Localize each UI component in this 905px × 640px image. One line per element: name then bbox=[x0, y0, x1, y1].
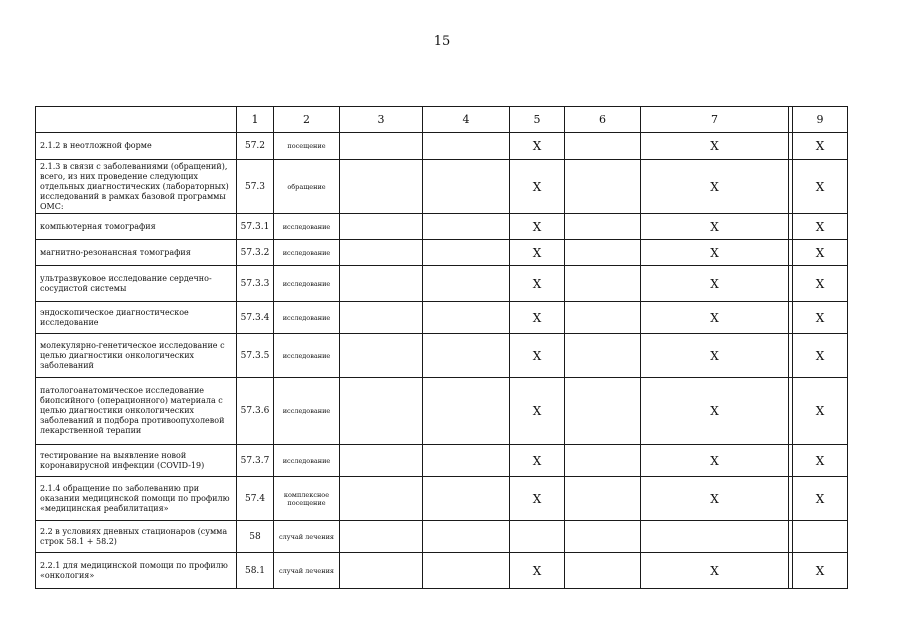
table-row bbox=[36, 133, 848, 160]
row-cell-col5: X bbox=[510, 214, 565, 240]
row-cell-col6 bbox=[565, 133, 641, 160]
row-cell-col3 bbox=[340, 521, 423, 553]
header-cell bbox=[36, 107, 237, 133]
row-cell-col3 bbox=[340, 378, 423, 445]
row-cell-col5: X bbox=[510, 240, 565, 266]
row-unit: исследование bbox=[274, 302, 340, 334]
row-cell-col3 bbox=[340, 214, 423, 240]
table-row bbox=[36, 266, 848, 302]
row-code: 57.3.2 bbox=[237, 240, 274, 266]
row-cell-col6 bbox=[565, 477, 641, 521]
header-cell: 5 bbox=[510, 107, 565, 133]
row-cell-col9: X bbox=[793, 553, 848, 589]
row-cell-col7: X bbox=[641, 477, 789, 521]
row-cell-col9: X bbox=[793, 160, 848, 214]
row-cell-col6 bbox=[565, 214, 641, 240]
row-cell-col7: X bbox=[641, 133, 789, 160]
row-cell-col9: X bbox=[793, 378, 848, 445]
row-unit: обращение bbox=[274, 160, 340, 214]
row-code: 57.3.6 bbox=[237, 378, 274, 445]
row-code: 57.4 bbox=[237, 477, 274, 521]
table-row bbox=[36, 214, 848, 240]
row-cell-col3 bbox=[340, 302, 423, 334]
header-cell: 7 bbox=[641, 107, 789, 133]
row-label: 2.1.2 в неотложной форме bbox=[36, 133, 237, 160]
row-cell-col9: X bbox=[793, 302, 848, 334]
row-cell-col4 bbox=[423, 477, 510, 521]
row-unit: посещение bbox=[274, 133, 340, 160]
row-label: ультразвуковое исследование сердечно-сосудистой системы bbox=[36, 266, 237, 302]
header-cell: 6 bbox=[565, 107, 641, 133]
row-label: патологоанатомическое исследование биопсийного (операционного) материала с целью диагностики онкологических заболеваний и подбора противоопухолевой лекарственной терапии bbox=[36, 378, 237, 445]
row-cell-col3 bbox=[340, 445, 423, 477]
row-code: 57.3.4 bbox=[237, 302, 274, 334]
row-cell-col9: X bbox=[793, 477, 848, 521]
table-row bbox=[36, 302, 848, 334]
row-code: 57.3.1 bbox=[237, 214, 274, 240]
table-row bbox=[36, 378, 848, 445]
row-cell-col7: X bbox=[641, 445, 789, 477]
row-cell-col7: X bbox=[641, 302, 789, 334]
row-code: 57.3.7 bbox=[237, 445, 274, 477]
row-cell-col4 bbox=[423, 266, 510, 302]
row-cell-col9: X bbox=[793, 240, 848, 266]
row-cell-col9: X bbox=[793, 445, 848, 477]
row-cell-col7: X bbox=[641, 334, 789, 378]
header-cell: 1 bbox=[237, 107, 274, 133]
row-cell-col4 bbox=[423, 334, 510, 378]
row-cell-col4 bbox=[423, 214, 510, 240]
row-cell-col6 bbox=[565, 445, 641, 477]
row-label: 2.2 в условиях дневных стационаров (сумма строк 58.1 + 58.2) bbox=[36, 521, 237, 553]
row-unit: исследование bbox=[274, 266, 340, 302]
row-cell-col7: X bbox=[641, 240, 789, 266]
row-cell-col4 bbox=[423, 302, 510, 334]
row-cell-col3 bbox=[340, 553, 423, 589]
row-cell-col6 bbox=[565, 240, 641, 266]
row-cell-col3 bbox=[340, 160, 423, 214]
row-cell-col5: X bbox=[510, 266, 565, 302]
row-code: 57.3.3 bbox=[237, 266, 274, 302]
row-cell-col4 bbox=[423, 553, 510, 589]
row-unit: исследование bbox=[274, 445, 340, 477]
row-unit: случай лечения bbox=[274, 553, 340, 589]
row-label: 2.1.3 в связи с заболеваниями (обращений), всего, из них проведение следующих отдельных диагностических (лабораторных) исследований в рамках базовой программы ОМС: bbox=[36, 160, 237, 214]
row-cell-col4 bbox=[423, 160, 510, 214]
row-cell-col7: X bbox=[641, 214, 789, 240]
row-cell-col5: X bbox=[510, 477, 565, 521]
row-cell-col4 bbox=[423, 240, 510, 266]
table-row bbox=[36, 477, 848, 521]
table-row bbox=[36, 553, 848, 589]
row-cell-col7: X bbox=[641, 378, 789, 445]
row-cell-col4 bbox=[423, 521, 510, 553]
row-cell-col5: X bbox=[510, 334, 565, 378]
row-cell-col5: X bbox=[510, 378, 565, 445]
row-cell-col6 bbox=[565, 266, 641, 302]
row-code: 58.1 bbox=[237, 553, 274, 589]
row-cell-col9: X bbox=[793, 266, 848, 302]
row-cell-col6 bbox=[565, 378, 641, 445]
header-cell: 4 bbox=[423, 107, 510, 133]
header-row bbox=[36, 107, 848, 133]
row-cell-col5: X bbox=[510, 302, 565, 334]
row-cell-col9: X bbox=[793, 214, 848, 240]
row-cell-col3 bbox=[340, 266, 423, 302]
row-cell-col3 bbox=[340, 334, 423, 378]
data-table-container bbox=[35, 106, 848, 589]
row-code: 58 bbox=[237, 521, 274, 553]
row-unit: исследование bbox=[274, 378, 340, 445]
row-cell-col5: X bbox=[510, 160, 565, 214]
row-cell-col5: X bbox=[510, 445, 565, 477]
row-cell-col5: X bbox=[510, 133, 565, 160]
row-cell-col7: X bbox=[641, 553, 789, 589]
row-label: 2.2.1 для медицинской помощи по профилю «онкология» bbox=[36, 553, 237, 589]
row-cell-col7: X bbox=[641, 160, 789, 214]
row-cell-col7 bbox=[641, 521, 789, 553]
row-cell-col9 bbox=[793, 521, 848, 553]
row-cell-col9: X bbox=[793, 334, 848, 378]
table-row bbox=[36, 160, 848, 214]
row-label: эндоскопическое диагностическое исследование bbox=[36, 302, 237, 334]
table-row bbox=[36, 445, 848, 477]
row-cell-col6 bbox=[565, 160, 641, 214]
header-cell: 2 bbox=[274, 107, 340, 133]
header-cell: 9 bbox=[793, 107, 848, 133]
row-cell-col5: X bbox=[510, 553, 565, 589]
row-cell-col6 bbox=[565, 521, 641, 553]
row-unit: случай лечения bbox=[274, 521, 340, 553]
table-row bbox=[36, 521, 848, 553]
row-cell-col3 bbox=[340, 240, 423, 266]
row-cell-col4 bbox=[423, 445, 510, 477]
row-label: молекулярно-генетическое исследование с целью диагностики онкологических заболеваний bbox=[36, 334, 237, 378]
row-cell-col6 bbox=[565, 334, 641, 378]
row-unit: исследование bbox=[274, 214, 340, 240]
row-cell-col4 bbox=[423, 133, 510, 160]
row-unit: комплексное посещение bbox=[274, 477, 340, 521]
row-unit: исследование bbox=[274, 240, 340, 266]
data-table bbox=[35, 106, 848, 589]
row-cell-col7: X bbox=[641, 266, 789, 302]
row-unit: исследование bbox=[274, 334, 340, 378]
row-cell-col3 bbox=[340, 477, 423, 521]
table-row bbox=[36, 334, 848, 378]
page-number: 15 bbox=[433, 34, 451, 49]
row-cell-col6 bbox=[565, 302, 641, 334]
row-cell-col3 bbox=[340, 133, 423, 160]
row-cell-col5 bbox=[510, 521, 565, 553]
row-label: тестирование на выявление новой коронавирусной инфекции (COVID-19) bbox=[36, 445, 237, 477]
table-row bbox=[36, 240, 848, 266]
row-cell-col9: X bbox=[793, 133, 848, 160]
row-label: компьютерная томография bbox=[36, 214, 237, 240]
row-code: 57.2 bbox=[237, 133, 274, 160]
header-cell: 3 bbox=[340, 107, 423, 133]
row-code: 57.3.5 bbox=[237, 334, 274, 378]
row-cell-col4 bbox=[423, 378, 510, 445]
row-label: магнитно-резонансная томография bbox=[36, 240, 237, 266]
row-label: 2.1.4 обращение по заболеванию при оказании медицинской помощи по профилю «медицинская реабилитация» bbox=[36, 477, 237, 521]
row-code: 57.3 bbox=[237, 160, 274, 214]
row-cell-col6 bbox=[565, 553, 641, 589]
